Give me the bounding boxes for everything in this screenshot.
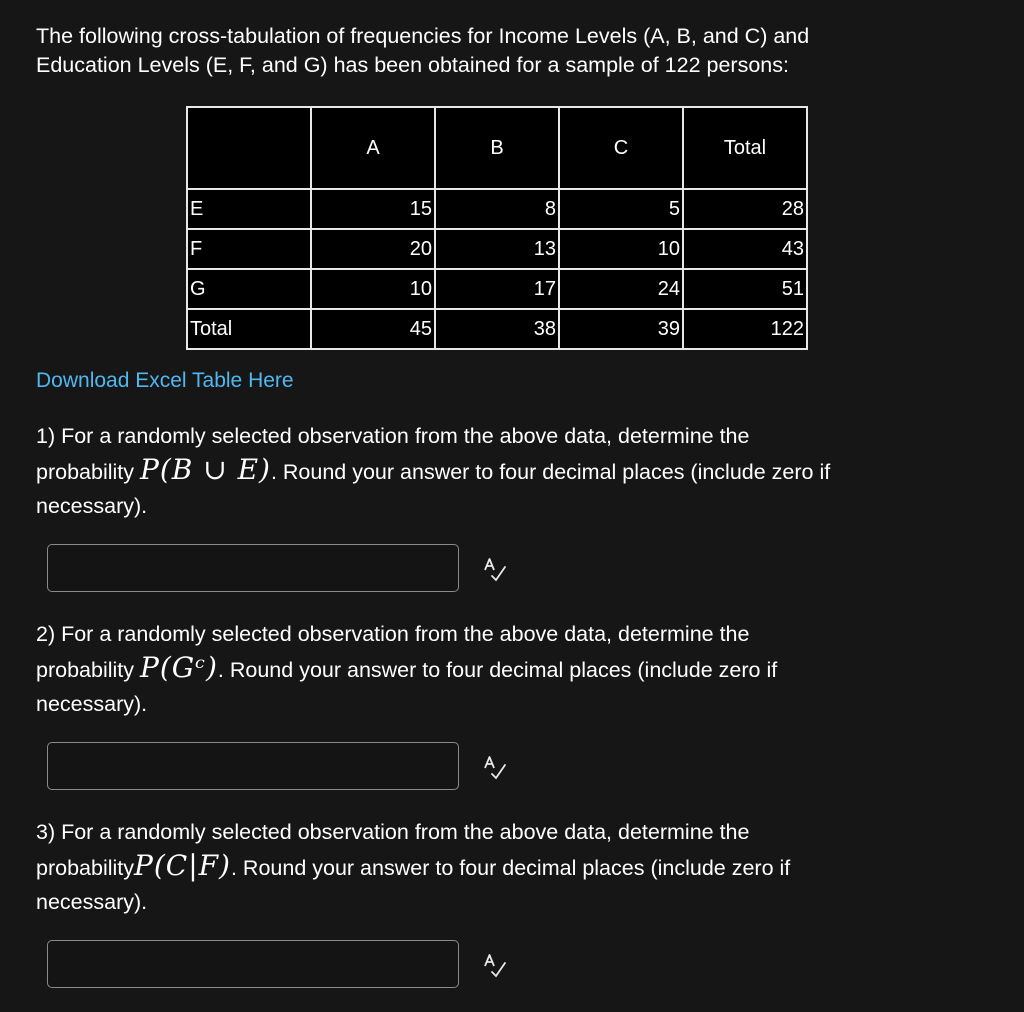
column-header-b: B (435, 107, 559, 189)
table-cell: 8 (435, 189, 559, 229)
table-row (187, 229, 807, 269)
question-3-last: necessary). (36, 890, 148, 914)
table-row (187, 269, 807, 309)
table-cell: 38 (435, 309, 559, 349)
table-cell: 10 (559, 229, 683, 269)
table-cell: 20 (311, 229, 435, 269)
table-cell: 28 (683, 189, 807, 229)
question-1-math: P(B ∪ E) (139, 453, 271, 486)
table-cell: 10 (311, 269, 435, 309)
download-excel-link[interactable]: Download Excel Table Here (36, 369, 294, 392)
column-header-c: C (559, 107, 683, 189)
question-1-line-1: 1) For a randomly selected observation from the above data, determine the (36, 424, 750, 448)
column-header-total: Total (683, 107, 807, 189)
question-2 (36, 617, 976, 721)
intro-line-2: Education Levels (E, F, and G) has been obtained for a sample of 122 persons: (36, 53, 789, 77)
table-cell: 51 (683, 269, 807, 309)
answer-input-1[interactable] (47, 544, 459, 592)
question-1 (36, 419, 976, 523)
question-3-instruction: . Round your answer to four decimal places (include zero if (230, 856, 791, 880)
table-cell: 45 (311, 309, 435, 349)
question-2-instruction: . Round your answer to four decimal places (include zero if (217, 658, 778, 682)
question-3-prob-word: probability (36, 856, 134, 880)
spellcheck-icon[interactable] (481, 952, 507, 978)
row-label-e: E (187, 189, 311, 229)
table-cell: 5 (559, 189, 683, 229)
question-3-math: P(C|F) (134, 849, 231, 882)
question-1-prob-word: probability (36, 460, 140, 484)
question-2-line-1: 2) For a randomly selected observation from the above data, determine the (36, 622, 750, 646)
table-cell: 39 (559, 309, 683, 349)
question-2-prob-word: probability (36, 658, 140, 682)
table-cell: 15 (311, 189, 435, 229)
table-header-row (187, 107, 807, 189)
question-1-instruction: . Round your answer to four decimal places (include zero if (270, 460, 831, 484)
table-cell: 13 (435, 229, 559, 269)
answer-input-2[interactable] (47, 742, 459, 790)
cross-tabulation-table (186, 106, 808, 350)
row-label-g: G (187, 269, 311, 309)
table-cell: 43 (683, 229, 807, 269)
answer-input-3[interactable] (47, 940, 459, 988)
spellcheck-icon[interactable] (481, 556, 507, 582)
intro-text (36, 22, 986, 80)
table-cell: 122 (683, 309, 807, 349)
table-cell: 24 (559, 269, 683, 309)
table-cell: 17 (435, 269, 559, 309)
question-3-line-1: 3) For a randomly selected observation from the above data, determine the (36, 820, 750, 844)
column-header-a: A (311, 107, 435, 189)
spellcheck-icon[interactable] (481, 754, 507, 780)
table-row (187, 189, 807, 229)
row-label-total: Total (187, 309, 311, 349)
question-3 (36, 815, 976, 919)
question-2-last: necessary). (36, 692, 148, 716)
row-label-f: F (187, 229, 311, 269)
table-corner-cell (187, 107, 311, 189)
question-2-math: P(Gᶜ) (139, 651, 218, 684)
table-row (187, 309, 807, 349)
intro-line-1: The following cross-tabulation of frequencies for Income Levels (A, B, and C) and (36, 24, 810, 48)
question-1-last: necessary). (36, 494, 148, 518)
